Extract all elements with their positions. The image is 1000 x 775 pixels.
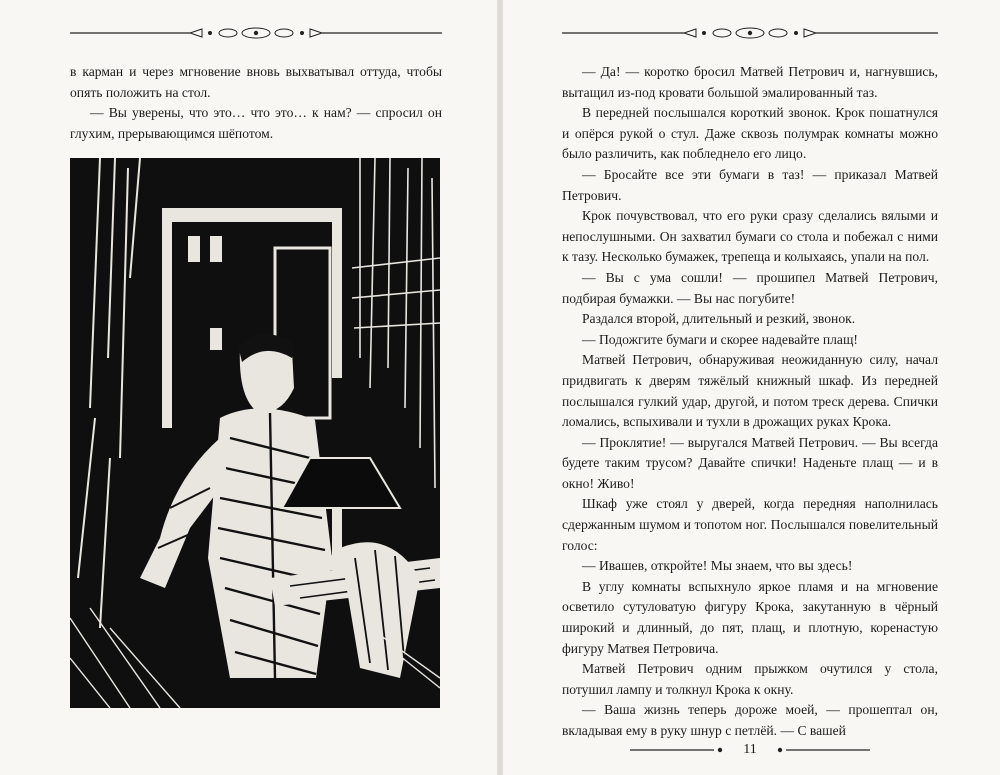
- ink-illustration: [70, 158, 440, 708]
- paragraph: — Вы с ума сошли! — прошипел Матвей Петрович, подбирая бумажки. — Вы нас погубите!: [562, 269, 938, 306]
- ink-illustration-man-with-lamp: [70, 158, 440, 708]
- paragraph: — Вы уверены, что это… что это… к нам? — спросил он глухим, прерывающимся шёпотом.: [70, 105, 442, 141]
- left-page-text: [70, 62, 442, 144]
- paragraph: — Ивашев, откройте! Мы знаем, что вы здесь!: [582, 558, 853, 574]
- paragraph: Матвей Петрович, обнаруживая неожиданную силу, начал придвигать к дверям тяжёлый книжный шкаф. Из передней послышался гулкий удар, другой, и потом треск дерева. Спички ломались, вспыхивали и тухли в дрожащих руках Крока.: [562, 352, 938, 430]
- header-ornament-left: [70, 26, 442, 40]
- right-page-text: [562, 62, 938, 742]
- paragraph: В передней послышался короткий звонок. Крок пошатнулся и опёрся рукой о стул. Даже сквозь полумрак комнаты можно было различить, как побледнело его лицо.: [562, 105, 938, 162]
- paragraph: В углу комнаты вспыхнуло яркое пламя и на мгновение осветило сутуловатую фигуру Крока, закутанную в чёрный широкий и длинный, до пят, плащ, и плотную, коренастую фигуру Матвея Петровича.: [562, 578, 938, 656]
- paragraph: — Подожгите бумаги и скорее надевайте плащ!: [582, 331, 858, 347]
- header-ornament-right: [562, 26, 938, 40]
- ornamental-rule-icon: [70, 26, 442, 40]
- paragraph: — Да! — коротко бросил Матвей Петрович и, нагнувшись, вытащил из-под кровати большой эмалированный таз.: [562, 64, 938, 100]
- paragraph: — Бросайте все эти бумаги в таз! — приказал Матвей Петрович.: [562, 166, 938, 203]
- book-gutter: [497, 0, 503, 775]
- paragraph: Шкаф уже стоял у дверей, когда передняя наполнилась сдержанным шумом и топотом ног. Послышался повелительный голос:: [562, 496, 938, 553]
- paragraph: в карман и через мгновение вновь выхватывал оттуда, чтобы опять положить на стол.: [70, 64, 442, 100]
- ornamental-rule-icon: [562, 26, 938, 40]
- paragraph: Матвей Петрович одним прыжком очутился у стола, потушил лампу и толкнул Крока к окну.: [562, 661, 938, 697]
- page-footer: [630, 740, 870, 760]
- paragraph: — Ваша жизнь теперь дороже моей, — прошептал он, вкладывая ему в руку шнур с петлёй. — С вашей: [562, 702, 938, 738]
- paragraph: — Проклятие! — выругался Матвей Петрович. — Вы всегда будете таким трусом? Давайте спички! Наденьте плащ — и в окно! Живо!: [562, 434, 938, 491]
- paragraph: Раздался второй, длительный и резкий, звонок.: [582, 311, 856, 327]
- paragraph: Крок почувствовал, что его руки сразу сделались вялыми и непослушными. Он захватил бумаги со стола и побежал с ними к тазу. Несколько бумажек, трепеща и колыхаясь, упали на пол.: [562, 208, 938, 265]
- page-number: 11: [743, 742, 757, 757]
